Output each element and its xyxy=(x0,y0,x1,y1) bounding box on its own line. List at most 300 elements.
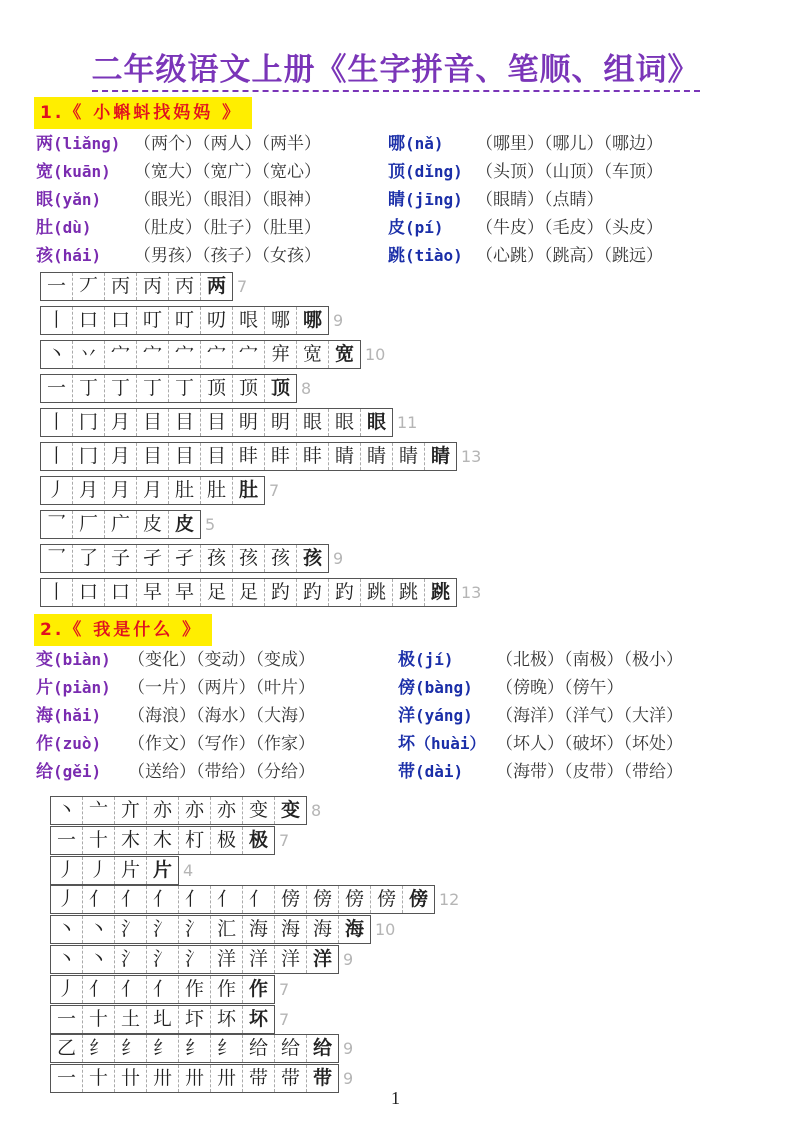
stroke-step-cell: 洋 xyxy=(211,946,243,973)
vocab-pinyin: (piàn) xyxy=(53,678,111,697)
stroke-step-cell: 傍 xyxy=(408,888,428,910)
stroke-order-row xyxy=(50,1034,353,1063)
stroke-step-cell: 傍 xyxy=(339,886,371,913)
vocab-char-entry xyxy=(36,702,101,730)
stroke-count: 8 xyxy=(311,801,322,820)
stroke-step-cell: 口 xyxy=(105,579,137,606)
vocab-hanzi: 顶 xyxy=(388,162,405,182)
stroke-step-cell: 皮 xyxy=(137,511,169,538)
vocab-hanzi: 肚 xyxy=(36,218,53,238)
stroke-step-cell: 氵 xyxy=(179,916,211,943)
stroke-order-row xyxy=(40,272,247,301)
stroke-step-cell: 丿 xyxy=(51,886,83,913)
vocab-char-entry xyxy=(398,702,473,730)
stroke-grid xyxy=(50,1005,275,1034)
stroke-step-cell: 乛 xyxy=(41,545,73,572)
vocab-char-entry xyxy=(398,730,486,758)
stroke-count: 7 xyxy=(269,481,280,500)
vocab-hanzi: 海 xyxy=(36,706,53,726)
stroke-count: 5 xyxy=(205,515,216,534)
vocab-hanzi: 跳 xyxy=(388,246,405,266)
vocab-pinyin: (jīng) xyxy=(405,190,463,209)
vocab-hanzi: 片 xyxy=(36,678,53,698)
vocab-char-entry xyxy=(388,242,463,270)
stroke-order-row xyxy=(50,796,321,825)
stroke-step-cell: 亻 xyxy=(147,886,179,913)
stroke-step-cell: 冂 xyxy=(73,409,105,436)
stroke-step-cell: 眼 xyxy=(329,409,361,436)
vocab-char-entry xyxy=(388,130,444,158)
stroke-step-cell: 丿 xyxy=(51,857,83,884)
stroke-step-cell: 月 xyxy=(105,409,137,436)
stroke-step-cell: 一 xyxy=(51,1006,83,1033)
stroke-count: 13 xyxy=(461,447,482,466)
stroke-step-cell: 睛 xyxy=(361,443,393,470)
vocab-words: （男孩）（孩子）（女孩） xyxy=(134,246,321,266)
stroke-grid xyxy=(50,915,371,944)
vocab-hanzi: 洋 xyxy=(398,706,415,726)
stroke-step-cell: 亦 xyxy=(147,797,179,824)
vocab-hanzi: 变 xyxy=(36,650,53,670)
stroke-step-cell: 眼 xyxy=(297,409,329,436)
stroke-order-row xyxy=(40,510,215,539)
stroke-step-cell: 给 xyxy=(275,1035,307,1062)
stroke-step-cell: 宀 xyxy=(233,341,265,368)
stroke-step-cell: 片 xyxy=(115,857,147,884)
stroke-count: 9 xyxy=(343,1039,354,1058)
stroke-step-cell: 亻 xyxy=(211,886,243,913)
vocab-words: （心跳）（跳高）（跳远） xyxy=(476,246,663,266)
vocab-words: （送给）（带给）（分给） xyxy=(128,762,315,782)
stroke-step-cell: 跳 xyxy=(393,579,425,606)
stroke-step-cell: 极 xyxy=(211,827,243,854)
vocab-words: （海洋）（洋气）（大洋） xyxy=(496,706,683,726)
vocab-pinyin: (jí) xyxy=(415,650,454,669)
vocab-char-entry xyxy=(398,674,473,702)
stroke-step-cell: 丶 xyxy=(51,797,83,824)
vocab-pinyin: (yáng) xyxy=(415,706,473,725)
stroke-step-cell: 目 xyxy=(169,409,201,436)
vocab-char-entry xyxy=(36,730,101,758)
stroke-step-cell: 氵 xyxy=(179,946,211,973)
stroke-step-cell: 丷 xyxy=(73,341,105,368)
stroke-step-cell: 了 xyxy=(73,545,105,572)
vocab-words: （牛皮）（毛皮）（头皮） xyxy=(476,218,663,238)
vocab-hanzi: 极 xyxy=(398,650,415,670)
stroke-step-cell: 片 xyxy=(152,859,172,881)
stroke-step-cell: 圠 xyxy=(147,1006,179,1033)
stroke-step-cell: 一 xyxy=(51,1065,83,1092)
stroke-step-cell: 眼 xyxy=(366,411,386,433)
stroke-step-cell: 足 xyxy=(233,579,265,606)
stroke-step-cell: 乛 xyxy=(41,511,73,538)
stroke-step-cell: 孑 xyxy=(137,545,169,572)
stroke-count: 7 xyxy=(279,980,290,999)
vocab-char-entry xyxy=(36,214,92,242)
stroke-step-cell: 丶 xyxy=(51,946,83,973)
stroke-grid xyxy=(50,1034,339,1063)
stroke-step-cell: 广 xyxy=(105,511,137,538)
stroke-count: 12 xyxy=(439,890,460,909)
vocab-char-entry xyxy=(36,646,111,674)
vocab-pinyin: (kuān) xyxy=(53,162,111,181)
stroke-step-cell: 作 xyxy=(179,976,211,1003)
stroke-step-cell: 宑 xyxy=(265,341,297,368)
vocab-pinyin: （huài） xyxy=(415,734,486,753)
stroke-order-row xyxy=(40,374,311,403)
stroke-step-cell: 丁 xyxy=(169,375,201,402)
stroke-step-cell: 土 xyxy=(115,1006,147,1033)
vocab-pinyin: (gěi) xyxy=(53,762,102,781)
stroke-step-cell: 坏 xyxy=(248,1008,268,1030)
vocab-pinyin: (hái) xyxy=(53,246,102,265)
stroke-step-cell: 亻 xyxy=(115,886,147,913)
stroke-step-cell: 作 xyxy=(248,978,268,1000)
vocab-hanzi: 皮 xyxy=(388,218,405,238)
vocab-hanzi: 傍 xyxy=(398,678,415,698)
vocab-hanzi: 给 xyxy=(36,762,53,782)
stroke-order-row xyxy=(50,945,353,974)
stroke-step-cell: 冂 xyxy=(73,443,105,470)
stroke-order-row xyxy=(40,578,481,607)
stroke-step-cell: 宽 xyxy=(334,343,354,365)
stroke-step-cell: 哪 xyxy=(302,309,322,331)
stroke-order-row xyxy=(50,975,289,1004)
stroke-grid xyxy=(40,544,329,573)
stroke-step-cell: 氵 xyxy=(115,946,147,973)
stroke-step-cell: 傍 xyxy=(307,886,339,913)
stroke-step-cell: 顶 xyxy=(233,375,265,402)
stroke-step-cell: 亻 xyxy=(243,886,275,913)
stroke-count: 7 xyxy=(279,1010,290,1029)
stroke-step-cell: 两 xyxy=(206,275,226,297)
stroke-step-cell: 宀 xyxy=(201,341,233,368)
vocab-words: （宽大）（宽广）（宽心） xyxy=(134,162,321,182)
stroke-step-cell: 亻 xyxy=(179,886,211,913)
vocab-char-entry xyxy=(398,758,463,786)
stroke-step-cell: 眀 xyxy=(233,409,265,436)
stroke-step-cell: 丨 xyxy=(41,307,73,334)
stroke-step-cell: 海 xyxy=(275,916,307,943)
stroke-step-cell: 跳 xyxy=(361,579,393,606)
stroke-step-cell: 盽 xyxy=(265,443,297,470)
section-1-heading: 1.《 小蝌蚪找妈妈 》 xyxy=(34,97,252,129)
stroke-step-cell: 肚 xyxy=(169,477,201,504)
stroke-step-cell: 睛 xyxy=(329,443,361,470)
stroke-step-cell: 木 xyxy=(147,827,179,854)
vocab-char-entry xyxy=(388,186,463,214)
page-title: 二年级语文上册《生字拼音、笔顺、组词》 xyxy=(0,44,791,89)
stroke-order-row xyxy=(40,408,417,437)
stroke-step-cell: 哪 xyxy=(265,307,297,334)
vocab-words: （肚皮）（肚子）（肚里） xyxy=(134,218,321,238)
stroke-step-cell: 亦 xyxy=(211,797,243,824)
stroke-step-cell: 纟 xyxy=(83,1035,115,1062)
stroke-step-cell: 丙 xyxy=(169,273,201,300)
vocab-hanzi: 哪 xyxy=(388,134,405,154)
stroke-step-cell: 子 xyxy=(105,545,137,572)
stroke-grid xyxy=(50,975,275,1004)
stroke-step-cell: 卄 xyxy=(115,1065,147,1092)
stroke-step-cell: 足 xyxy=(201,579,233,606)
vocab-pinyin: (nǎ) xyxy=(405,134,444,153)
stroke-grid xyxy=(50,796,307,825)
stroke-step-cell: 趵 xyxy=(265,579,297,606)
stroke-step-cell: 目 xyxy=(169,443,201,470)
stroke-step-cell: 纟 xyxy=(211,1035,243,1062)
stroke-step-cell: 丆 xyxy=(73,273,105,300)
stroke-grid xyxy=(50,885,435,914)
stroke-step-cell: 亻 xyxy=(83,976,115,1003)
stroke-count: 4 xyxy=(183,861,194,880)
stroke-grid xyxy=(40,374,297,403)
stroke-count: 9 xyxy=(343,1069,354,1088)
stroke-grid xyxy=(40,476,265,505)
stroke-grid xyxy=(40,340,361,369)
stroke-step-cell: 孑 xyxy=(169,545,201,572)
stroke-grid xyxy=(50,856,179,885)
vocab-hanzi: 眼 xyxy=(36,190,53,210)
vocab-words: （眼睛）（点睛） xyxy=(476,190,604,210)
vocab-char-entry xyxy=(398,646,454,674)
vocab-pinyin: (dù) xyxy=(53,218,92,237)
stroke-step-cell: 带 xyxy=(312,1067,332,1089)
stroke-step-cell: 一 xyxy=(41,273,73,300)
stroke-step-cell: 亦 xyxy=(179,797,211,824)
stroke-step-cell: 皮 xyxy=(174,513,194,535)
stroke-step-cell: 傍 xyxy=(371,886,403,913)
vocab-char-entry xyxy=(36,186,101,214)
stroke-order-row xyxy=(50,915,395,944)
vocab-hanzi: 带 xyxy=(398,762,415,782)
stroke-step-cell: 圷 xyxy=(179,1006,211,1033)
stroke-step-cell: 亠 xyxy=(83,797,115,824)
vocab-pinyin: (pí) xyxy=(405,218,444,237)
stroke-step-cell: 丨 xyxy=(41,579,73,606)
stroke-step-cell: 朾 xyxy=(179,827,211,854)
stroke-step-cell: 丿 xyxy=(83,857,115,884)
page-number: 1 xyxy=(391,1088,400,1108)
stroke-grid xyxy=(40,306,329,335)
stroke-step-cell: 肚 xyxy=(201,477,233,504)
stroke-step-cell: 氵 xyxy=(147,916,179,943)
stroke-step-cell: 作 xyxy=(211,976,243,1003)
stroke-step-cell: 卅 xyxy=(211,1065,243,1092)
stroke-count: 13 xyxy=(461,583,482,602)
vocab-char-entry xyxy=(36,158,111,186)
stroke-step-cell: 纟 xyxy=(147,1035,179,1062)
stroke-step-cell: 丨 xyxy=(41,443,73,470)
stroke-step-cell: 盽 xyxy=(233,443,265,470)
stroke-step-cell: 卅 xyxy=(147,1065,179,1092)
vocab-hanzi: 作 xyxy=(36,734,53,754)
stroke-step-cell: 洋 xyxy=(275,946,307,973)
stroke-order-row xyxy=(40,544,343,573)
vocab-char-entry xyxy=(388,214,444,242)
stroke-step-cell: 丙 xyxy=(137,273,169,300)
stroke-step-cell: 亣 xyxy=(115,797,147,824)
stroke-grid xyxy=(40,578,457,607)
vocab-pinyin: (dài) xyxy=(415,762,464,781)
stroke-step-cell: 傍 xyxy=(275,886,307,913)
stroke-step-cell: 叮 xyxy=(169,307,201,334)
stroke-step-cell: 十 xyxy=(83,1065,115,1092)
stroke-step-cell: 目 xyxy=(201,409,233,436)
stroke-step-cell: 月 xyxy=(105,477,137,504)
vocab-pinyin: (dǐng) xyxy=(405,162,463,181)
vocab-words: （眼光）（眼泪）（眼神） xyxy=(134,190,321,210)
stroke-grid xyxy=(40,442,457,471)
vocab-pinyin: (bàng) xyxy=(415,678,473,697)
stroke-step-cell: 丶 xyxy=(83,946,115,973)
vocab-words: （海浪）（海水）（大海） xyxy=(128,706,315,726)
stroke-step-cell: 睛 xyxy=(393,443,425,470)
vocab-pinyin: (zuò) xyxy=(53,734,102,753)
stroke-step-cell: 丿 xyxy=(51,976,83,1003)
vocab-char-entry xyxy=(36,758,101,786)
stroke-count: 7 xyxy=(237,277,248,296)
stroke-step-cell: 趵 xyxy=(297,579,329,606)
stroke-step-cell: 宽 xyxy=(297,341,329,368)
stroke-step-cell: 目 xyxy=(201,443,233,470)
stroke-step-cell: 亻 xyxy=(115,976,147,1003)
stroke-step-cell: 早 xyxy=(169,579,201,606)
stroke-step-cell: 口 xyxy=(73,579,105,606)
stroke-step-cell: 丁 xyxy=(73,375,105,402)
stroke-step-cell: 十 xyxy=(83,1006,115,1033)
stroke-step-cell: 顶 xyxy=(201,375,233,402)
stroke-step-cell: 极 xyxy=(248,829,268,851)
stroke-count: 9 xyxy=(333,311,344,330)
stroke-step-cell: 十 xyxy=(83,827,115,854)
stroke-step-cell: 丶 xyxy=(51,916,83,943)
stroke-step-cell: 纟 xyxy=(179,1035,211,1062)
vocab-char-entry xyxy=(388,158,463,186)
stroke-step-cell: 口 xyxy=(73,307,105,334)
stroke-count: 9 xyxy=(333,549,344,568)
vocab-pinyin: (biàn) xyxy=(53,650,111,669)
stroke-step-cell: 丙 xyxy=(105,273,137,300)
stroke-order-row xyxy=(40,476,279,505)
stroke-step-cell: 亻 xyxy=(83,886,115,913)
stroke-step-cell: 丁 xyxy=(105,375,137,402)
vocab-hanzi: 两 xyxy=(36,134,53,154)
vocab-words: （傍晚）（傍午） xyxy=(496,678,624,698)
vocab-char-entry xyxy=(36,130,120,158)
stroke-step-cell: 叮 xyxy=(137,307,169,334)
stroke-step-cell: 乙 xyxy=(51,1035,83,1062)
stroke-step-cell: 卅 xyxy=(179,1065,211,1092)
stroke-order-row xyxy=(50,885,459,914)
stroke-step-cell: 跳 xyxy=(430,581,450,603)
vocab-words: （坏人）（破坏）（坏处） xyxy=(496,734,683,754)
stroke-step-cell: 洋 xyxy=(312,948,332,970)
stroke-step-cell: 丨 xyxy=(41,409,73,436)
vocab-words: （变化）（变动）（变成） xyxy=(128,650,315,670)
stroke-step-cell: 洋 xyxy=(243,946,275,973)
stroke-step-cell: 给 xyxy=(312,1037,332,1059)
stroke-count: 10 xyxy=(365,345,386,364)
section-2-heading: 2.《 我是什么 》 xyxy=(34,614,212,646)
vocab-pinyin: (yǎn) xyxy=(53,190,102,209)
vocab-words: （哪里）（哪儿）（哪边） xyxy=(476,134,663,154)
vocab-words: （作文）（写作）（作家） xyxy=(128,734,315,754)
stroke-step-cell: 坏 xyxy=(211,1006,243,1033)
vocab-char-entry xyxy=(36,674,111,702)
stroke-grid xyxy=(50,945,339,974)
stroke-order-row xyxy=(50,1005,289,1034)
stroke-step-cell: 变 xyxy=(280,799,300,821)
stroke-step-cell: 丁 xyxy=(137,375,169,402)
vocab-char-entry xyxy=(36,242,101,270)
stroke-count: 8 xyxy=(301,379,312,398)
stroke-grid xyxy=(40,510,201,539)
stroke-step-cell: 丿 xyxy=(41,477,73,504)
vocab-words: （一片）（两片）（叶片） xyxy=(128,678,315,698)
stroke-step-cell: 带 xyxy=(243,1065,275,1092)
stroke-step-cell: 月 xyxy=(137,477,169,504)
stroke-step-cell: 木 xyxy=(115,827,147,854)
vocab-pinyin: (liǎng) xyxy=(53,134,121,153)
stroke-order-row xyxy=(50,826,289,855)
stroke-step-cell: 孩 xyxy=(201,545,233,572)
vocab-pinyin: (tiào) xyxy=(405,246,463,265)
stroke-step-cell: 宀 xyxy=(105,341,137,368)
stroke-order-row xyxy=(40,340,385,369)
stroke-grid xyxy=(50,826,275,855)
stroke-step-cell: 一 xyxy=(41,375,73,402)
stroke-step-cell: 哏 xyxy=(233,307,265,334)
stroke-step-cell: 睛 xyxy=(430,445,450,467)
stroke-step-cell: 海 xyxy=(243,916,275,943)
stroke-step-cell: 肚 xyxy=(238,479,258,501)
stroke-grid xyxy=(40,272,233,301)
vocab-words: （两个）（两人）（两半） xyxy=(134,134,321,154)
stroke-count: 11 xyxy=(397,413,418,432)
vocab-hanzi: 坏 xyxy=(398,734,415,754)
vocab-pinyin: (hǎi) xyxy=(53,706,102,725)
stroke-step-cell: 变 xyxy=(243,797,275,824)
stroke-count: 7 xyxy=(279,831,290,850)
stroke-step-cell: 盽 xyxy=(297,443,329,470)
stroke-step-cell: 叨 xyxy=(201,307,233,334)
stroke-order-row xyxy=(50,856,193,885)
stroke-step-cell: 早 xyxy=(137,579,169,606)
stroke-step-cell: 宀 xyxy=(169,341,201,368)
vocab-words: （头顶）（山顶）（车顶） xyxy=(476,162,663,182)
vocab-hanzi: 孩 xyxy=(36,246,53,266)
stroke-step-cell: 一 xyxy=(51,827,83,854)
stroke-order-row xyxy=(40,306,343,335)
stroke-step-cell: 眀 xyxy=(265,409,297,436)
vocab-words: （北极）（南极）（极小） xyxy=(496,650,683,670)
stroke-step-cell: 丶 xyxy=(83,916,115,943)
vocab-words: （海带）（皮带）（带给） xyxy=(496,762,683,782)
stroke-grid xyxy=(40,408,393,437)
stroke-step-cell: 月 xyxy=(105,443,137,470)
vocab-hanzi: 宽 xyxy=(36,162,53,182)
stroke-step-cell: 氵 xyxy=(147,946,179,973)
stroke-step-cell: 月 xyxy=(73,477,105,504)
stroke-step-cell: 口 xyxy=(105,307,137,334)
stroke-step-cell: 宀 xyxy=(137,341,169,368)
stroke-step-cell: 给 xyxy=(243,1035,275,1062)
stroke-step-cell: 海 xyxy=(344,918,364,940)
stroke-step-cell: 目 xyxy=(137,443,169,470)
stroke-step-cell: 目 xyxy=(137,409,169,436)
stroke-count: 10 xyxy=(375,920,396,939)
stroke-step-cell: 带 xyxy=(275,1065,307,1092)
